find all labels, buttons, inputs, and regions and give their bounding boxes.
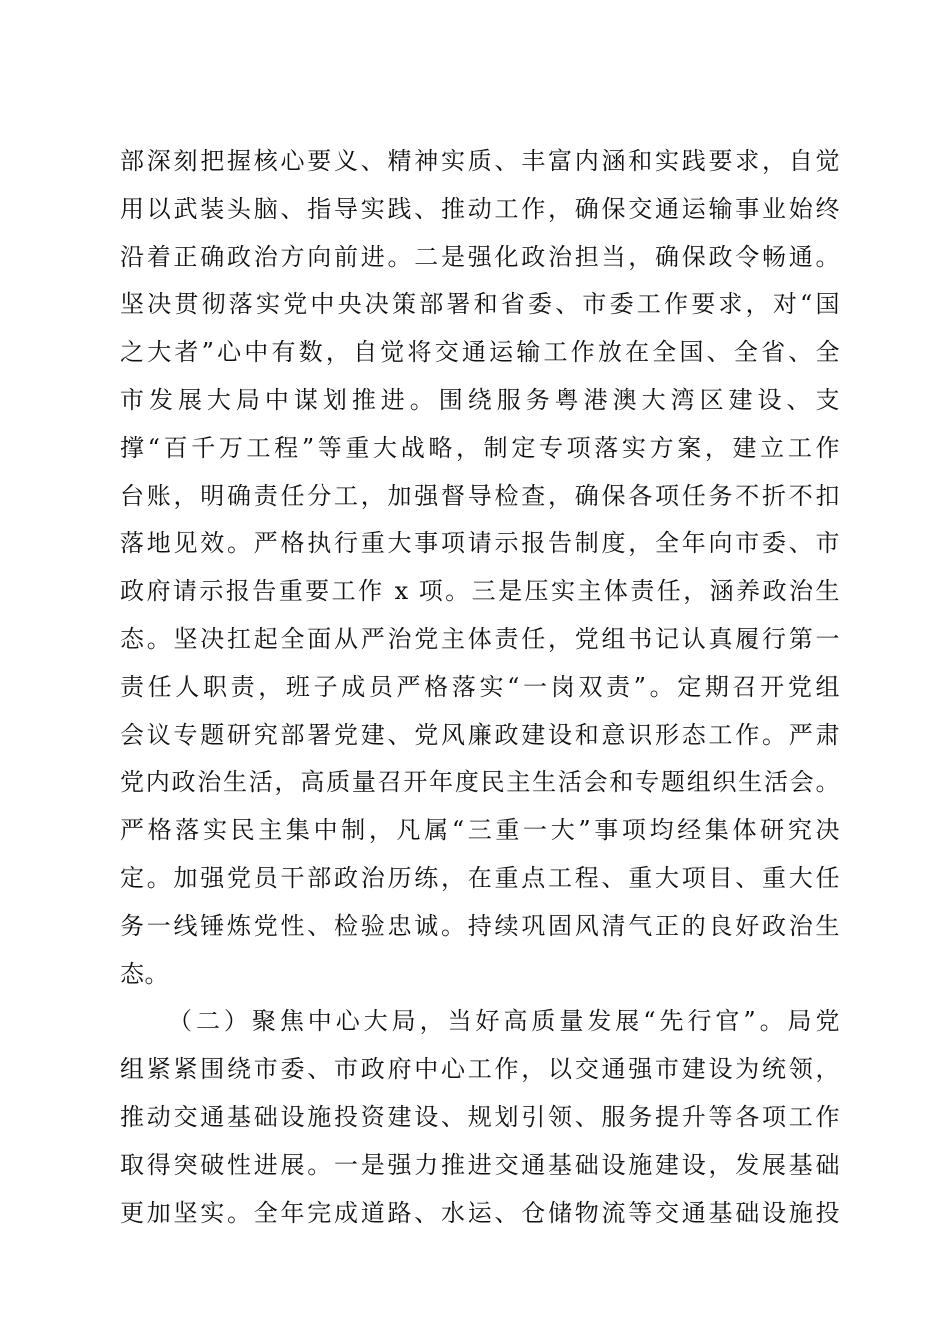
text-line: 党内政治生活，高质量召开年度民主生活会和专题组织生活会。 [120, 768, 840, 797]
text-line: 态。 [120, 959, 169, 988]
text-line: 务一线锤炼党性、检验忠诚。持续巩固风清气正的良好政治生 [120, 911, 840, 940]
text-line: 组紧紧围绕市委、市政府中心工作，以交通强市建设为统领， [120, 1055, 840, 1084]
text-line: 台账，明确责任分工，加强督导检查，确保各项任务不折不扣 [120, 481, 840, 510]
text-line: 取得突破性进展。一是强力推进交通基础设施建设，发展基础 [120, 1150, 840, 1179]
text-line: 会议专题研究部署党建、党风廉政建设和意识形态工作。严肃 [120, 720, 840, 749]
text-line: 之大者”心中有数，自觉将交通运输工作放在全国、全省、全 [120, 338, 840, 367]
text-line: 态。坚决扛起全面从严治党主体责任，党组书记认真履行第一 [120, 624, 840, 653]
section-heading-line: （二）聚焦中心大局，当好高质量发展“先行官”。局党 [168, 1007, 840, 1036]
text-line: 部深刻把握核心要义、精神实质、丰富内涵和实践要求，自觉 [120, 147, 840, 175]
text-line: 严格落实民主集中制，凡属“三重一大”事项均经集体研究决 [120, 816, 840, 845]
text-line: 定。加强党员干部政治历练，在重点工程、重大项目、重大任 [120, 863, 840, 892]
text-line: 更加坚实。全年完成道路、水运、仓储物流等交通基础设施投 [120, 1198, 840, 1227]
text-line: 坚决贯彻落实党中央决策部署和省委、市委工作要求，对“国 [120, 290, 840, 319]
text-line: 沿着正确政治方向前进。二是强化政治担当，确保政令畅通。 [120, 242, 840, 271]
document-body [120, 138, 840, 1237]
paragraph-2 [120, 998, 840, 1237]
paragraph-1 [120, 138, 840, 998]
text-line: 推动交通基础设施投资建设、规划引领、服务提升等各项工作 [120, 1102, 840, 1131]
text-line: 落地见效。严格执行重大事项请示报告制度，全年向市委、市 [120, 529, 840, 558]
text-line: 撑“百千万工程”等重大战略，制定专项落实方案，建立工作 [120, 433, 840, 462]
text-line: 政府请示报告重要工作 x 项。三是压实主体责任，涵养政治生 [120, 577, 840, 606]
text-line: 用以武装头脑、指导实践、推动工作，确保交通运输事业始终 [120, 194, 840, 223]
text-line: 责任人职责，班子成员严格落实“一岗双责”。定期召开党组 [120, 672, 840, 701]
text-line: 市发展大局中谋划推进。围绕服务粤港澳大湾区建设、支 [120, 385, 840, 414]
